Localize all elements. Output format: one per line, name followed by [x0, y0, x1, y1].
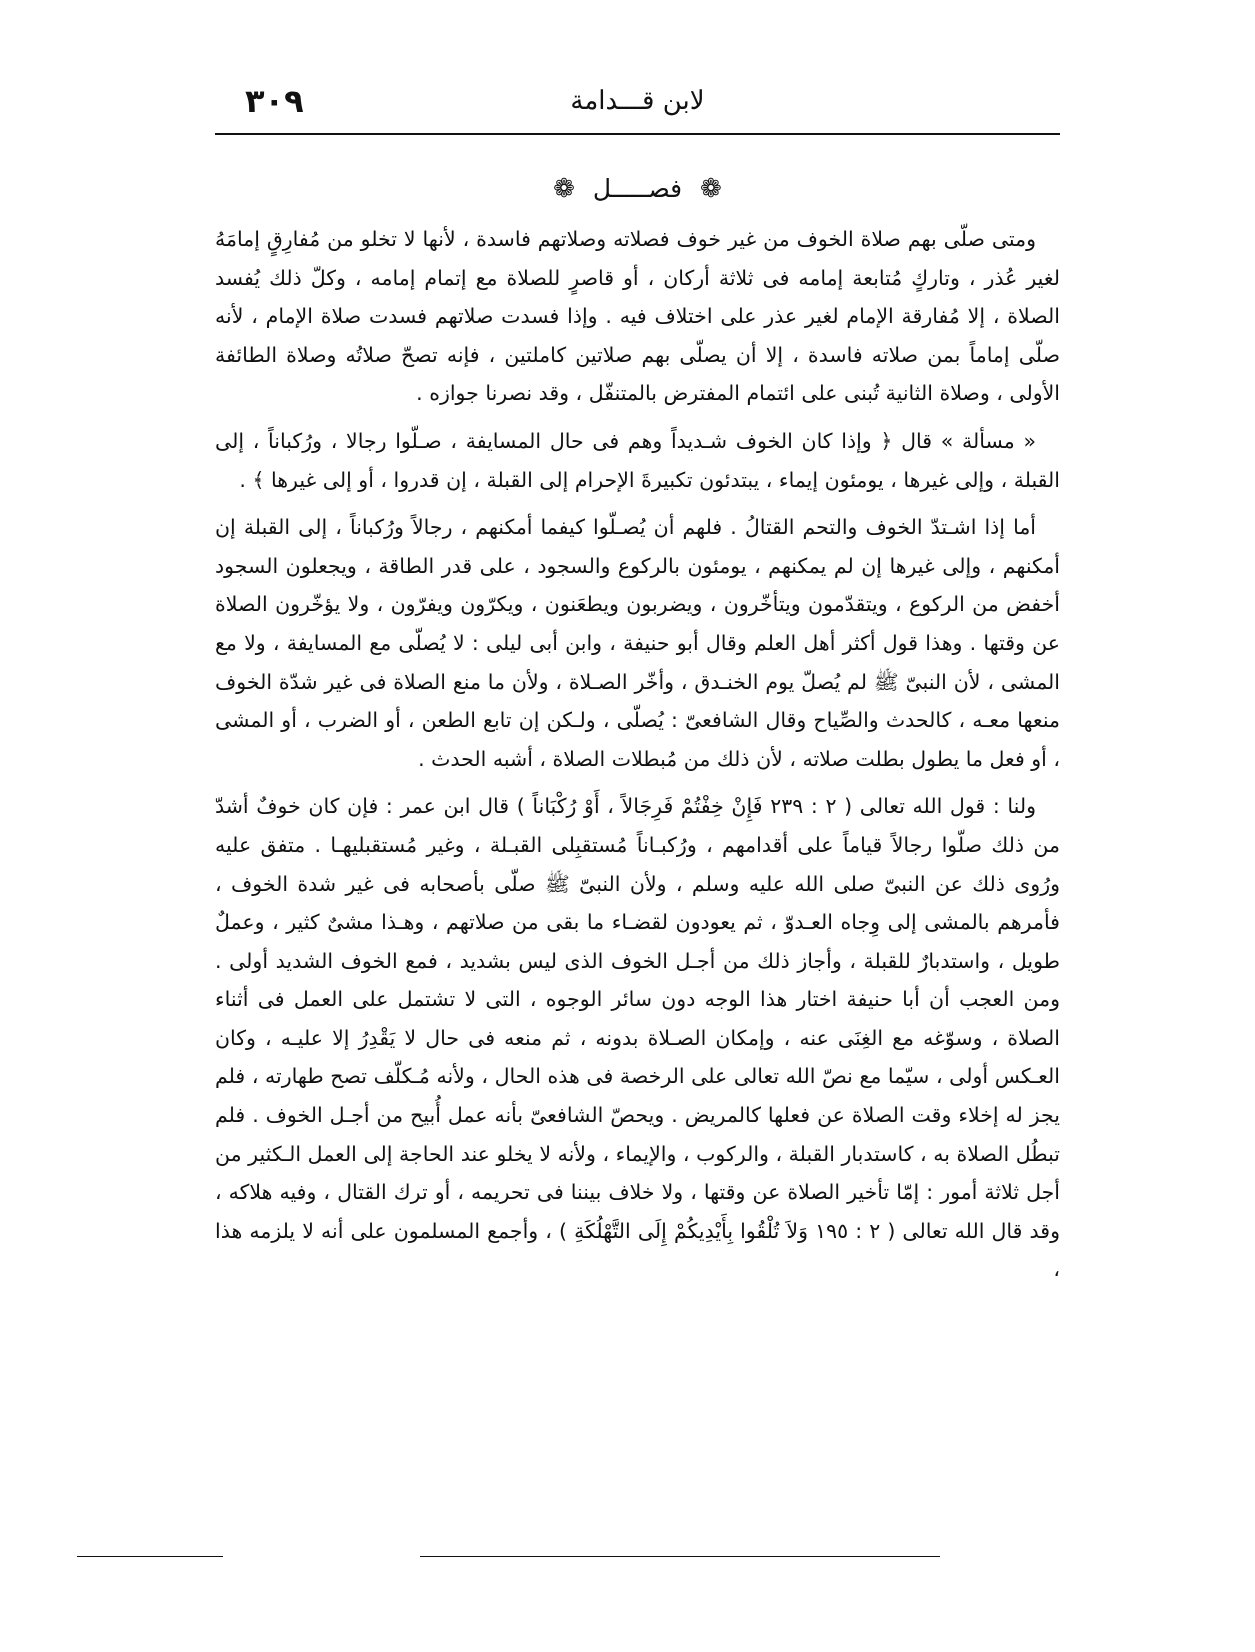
- page-number: ٣٠٩: [245, 82, 304, 120]
- paragraph: « مسألة » قال ﴿ وإذا كان الخوف شـديداً وهم فى حال المسايفة ، صـلّوا رجالا ، ورُكباناً ، إلى القبلة ، وإلى غيرها ، يومئون إيماء ، يبتدئون تكبيرةَ الإحرام إلى القبلة ، إن قدروا ، أو إلى غيرها ﴾ .: [215, 428, 1060, 492]
- body-text: [215, 220, 1060, 1298]
- footnote-rule: [77, 1556, 223, 1557]
- footer-rule: [420, 1556, 940, 1557]
- ornament-icon: ❁: [700, 173, 722, 204]
- ornament-icon: ❁: [553, 173, 575, 204]
- section-heading-text: فصـــــل: [592, 174, 683, 203]
- page-header: [215, 68, 1060, 130]
- header-rule: [215, 133, 1060, 135]
- running-title: لابن قـــدامة: [570, 86, 705, 116]
- paragraph: ومتى صلّى بهم صلاة الخوف من غير خوف فصلاته وصلاتهم فاسدة ، لأنها لا تخلو من مُفارِقٍ إمامَهُ لغير عُذر ، وتاركٍ مُتابعة إمامه فى ثلاثة أركان ، أو قاصرٍ للصلاة مع إتمام إمامه ، وكلّ ذلك يُفسد الصلاة ، إلا مُفارقة الإمام لغير عذر على اختلاف فيه . وإذا فسدت صلاتهم فسدت صلاة الإمام ، لأنه صلّى إماماً بمن صلاته فاسدة ، إلا أن يصلّى بهم صلاتين كاملتين ، فإنه تصحّ صلاتُه وصلاة الطائفة الأولى ، وصلاة الثانية تُبنى على ائتمام المفترض بالمتنفّل ، وقد نصرنا جوازه .: [215, 227, 1060, 406]
- section-heading: [215, 172, 1060, 204]
- paragraph: أما إذا اشـتدّ الخوف والتحم القتالُ . فلهم أن يُصـلّوا كيفما أمكنهم ، رجالاً ورُكباناً ، إلى القبلة إن أمكنهم ، وإلى غيرها إن لم يمكنهم ، يومئون بالركوع والسجود ، على قدر الطاقة ، ويجعلون السجود أخفض من الركوع ، ويتقدّمون ويتأخّرون ، ويضربون ويطعَنون ، ويكرّون ويفرّون ، ولا يؤخّرون الصلاة عن وقتها . وهذا قول أكثر أهل العلم وقال أبو حنيفة ، وابن أبى ليلى : لا يُصلّى مع المسايفة ، ولا مع المشى ، لأن النبىّ ﷺ لم يُصلّ يوم الخنـدق ، وأخّر الصـلاة ، ولأن ما منع الصلاة فى غير شدّة الخوف منعها معـه ، كالحدث والصِّياح وقال الشافعىّ : يُصلّى ، ولـكن إن تابع الطعن ، أو الضرب ، أو المشى ، أو فعل ما يطول بطلت صلاته ، لأن ذلك من مُبطلات الصلاة ، أشبه الحدث .: [215, 515, 1060, 771]
- paragraph: ولنا : قول الله تعالى ( ٢ : ٢٣٩ فَإِنْ خِفْتُمْ فَرِجَالاً ، أَوْ رُكْبَاناً ) قال ابن عمر : فإن كان خوفٌ أشدّ من ذلك صلّوا رجالاً قياماً على أقدامهم ، ورُكبـاناً مُستقبِلى القبـلة ، وغير مُستقبليهـا . متفق عليه ورُوى ذلك عن النبىّ صلى الله عليه وسلم ، ولأن النبىّ ﷺ صلّى بأصحابه فى غير شدة الخوف ، فأمرهم بالمشى إلى وِجاه العـدوّ ، ثم يعودون لقضـاء ما بقى من صلاتهم ، وهـذا مشىٌ كثير ، وعملٌ طويل ، واستدبارٌ للقبلة ، وأجاز ذلك من أجـل الخوف الذى ليس بشديد ، فمع الخوف الشديد أولى . ومن العجب أن أبا حنيفة اختار هذا الوجه دون سائر الوجوه ، التى لا تشتمل على العمل فى أثناء الصلاة ، وسوّغه مع الغِنَى عنه ، وإمكان الصـلاة بدونه ، ثم منعه فى حال لا يَقْدِرُ إلا عليـه ، وكان العـكس أولى ، سيّما مع نصّ الله تعالى على الرخصة فى هذه الحال ، ولأنه مُـكلّف تصح طهارته ، فلم يجز له إخلاء وقت الصلاة عن فعلها كالمريض . ويحصّ الشافعىّ بأنه عمل أُبيح من أجـل الخوف . فلم تبطُل الصلاة به ، كاستدبار القبلة ، والركوب ، والإيماء ، ولأنه لا يخلو عند الحاجة إلى العمل الـكثير من أجل ثلاثة أمور : إمّا تأخير الصلاة عن وقتها ، ولا خلاف بيننا فى تحريمه ، أو ترك القتال ، وفيه هلاكه ، وقد قال الله تعالى ( ٢ : ١٩٥ وَلاَ تُلْقُوا بِأَيْدِيكُمْ إِلَى التَّهْلُكَةِ ) ، وأجمع المسلمون على أنه لا يلزمه هذا ،: [215, 794, 1060, 1282]
